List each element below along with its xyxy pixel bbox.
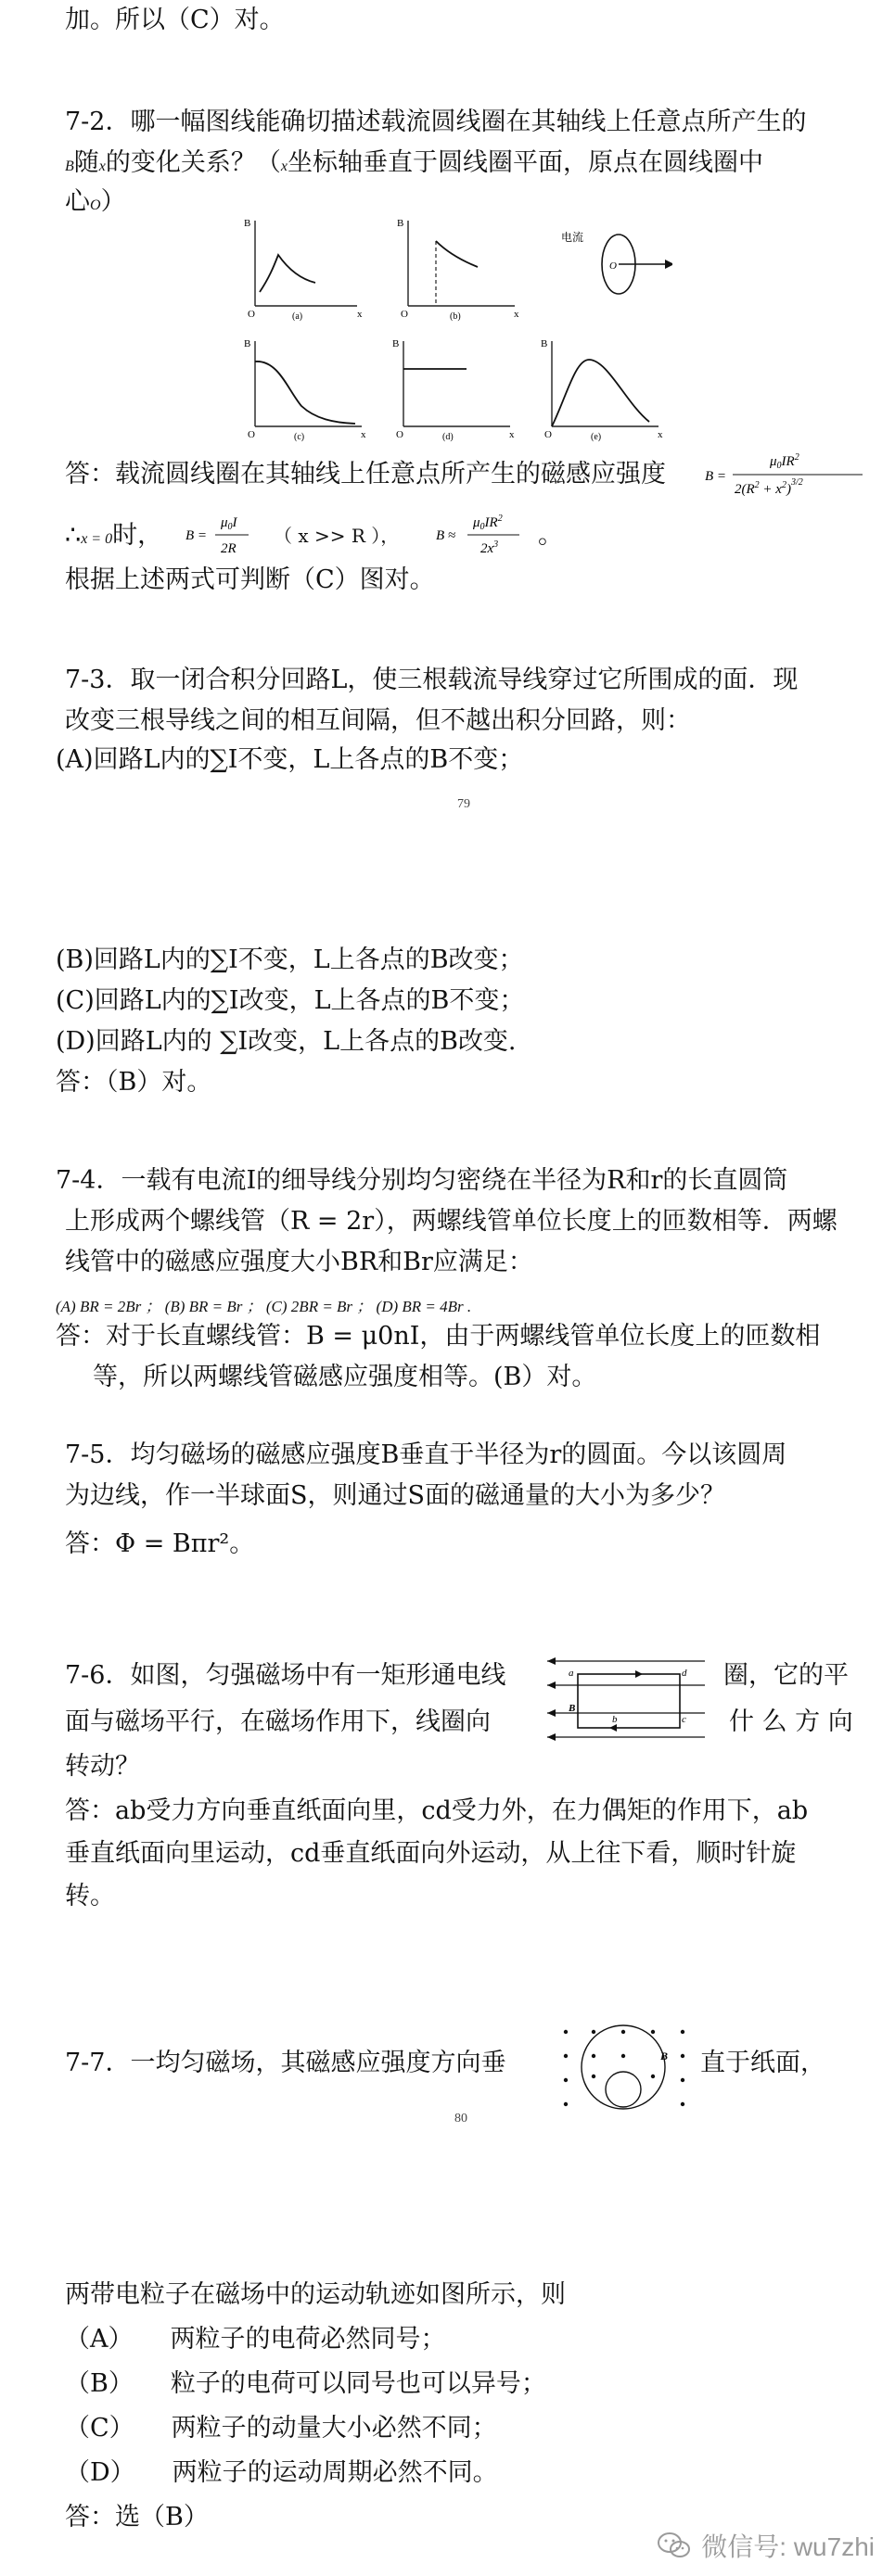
q73-answer: 答：（B）对。 bbox=[56, 1068, 212, 1097]
q77-optD-text: 两粒子的运动周期必然不同。 bbox=[172, 2458, 498, 2487]
q72-text-close: ） bbox=[100, 187, 126, 216]
q75-line2: 为边线，作一半球面S，则通过S面的磁通量的大小为多少？ bbox=[65, 1481, 725, 1510]
q72-cond2: （ x >> R ）， bbox=[274, 525, 400, 547]
graph-b-O: O bbox=[401, 309, 408, 320]
q72-line1 bbox=[65, 106, 806, 139]
coil-label-B: B bbox=[569, 1703, 576, 1714]
q76-answer3: 转。 bbox=[65, 1882, 115, 1910]
graph-a-x: x bbox=[357, 309, 363, 320]
q73-line2: 改变三根导线之间的相互间隔，但不越出积分回路，则： bbox=[65, 706, 691, 735]
coil-label-d: d bbox=[682, 1668, 687, 1679]
q72-var-B: B bbox=[65, 159, 74, 174]
q72-when: 时， bbox=[112, 521, 163, 550]
q73-optionB: (B)回路L内的∑I不变，L上各点的B改变； bbox=[56, 945, 524, 974]
q77-optB-key: （B） bbox=[65, 2369, 134, 2398]
q77-optionA bbox=[65, 2323, 446, 2356]
q77-optionD bbox=[65, 2456, 498, 2490]
q77-line1b: 直于纸面， bbox=[700, 2049, 825, 2077]
q72-formula-x0 bbox=[185, 508, 260, 564]
q72-answer-line bbox=[65, 458, 666, 491]
page-number-80: 80 bbox=[454, 2112, 467, 2126]
svg-text:B =: B = bbox=[185, 528, 208, 543]
graph-c-curve bbox=[255, 362, 355, 424]
q72-graphs-row2 bbox=[237, 334, 672, 445]
q72-text-axis: 坐标轴垂直于圆线圈平面，原点在圆线圈中 bbox=[288, 148, 763, 177]
q73-optionC: (C)回路L内的∑I改变，L上各点的B不变； bbox=[56, 986, 525, 1015]
page-number-79: 79 bbox=[457, 797, 470, 811]
graph-a-label: (a) bbox=[292, 311, 303, 322]
graph-d-label: (d) bbox=[442, 432, 454, 442]
q77-optC-text: 两粒子的动量大小必然不同； bbox=[171, 2414, 497, 2443]
graph-a-B: B bbox=[244, 218, 251, 229]
q76-line1a: 7-6．如图，匀强磁场中有一矩形通电线 bbox=[65, 1661, 506, 1690]
graph-d-O: O bbox=[396, 429, 403, 440]
trajectory-large bbox=[582, 2025, 665, 2109]
wechat-icon bbox=[657, 2532, 692, 2559]
q77-optionB bbox=[65, 2367, 546, 2401]
graph-e-O: O bbox=[544, 429, 552, 440]
q74-answer1: 答：对于长直螺线管：B = μ0nI，由于两螺线管单位长度上的匝数相 bbox=[56, 1322, 821, 1351]
graph-e-x: x bbox=[658, 429, 663, 440]
svg-text:B =: B = bbox=[705, 469, 727, 484]
graph-a bbox=[244, 218, 363, 322]
q76-line2a: 面与磁场平行，在磁场作用下，线圈向 bbox=[65, 1707, 491, 1736]
q72-text-center: 心 bbox=[65, 187, 90, 216]
q76-line2b: 什 么 方 向 bbox=[729, 1707, 853, 1736]
graph-d bbox=[392, 338, 515, 442]
q72-formula-main bbox=[705, 447, 890, 504]
q77-answer: 答：选（B） bbox=[65, 2503, 209, 2532]
q77-optA-text: 两粒子的电荷必然同号； bbox=[170, 2325, 446, 2354]
q72-text-change: 的变化关系？（ bbox=[105, 148, 281, 177]
svg-text:2x3: $2x^3$ bbox=[480, 539, 499, 556]
q75-line1: 7-5．均匀磁场的磁感应强度B垂直于半径为r的圆面。今以该圆周 bbox=[65, 1440, 787, 1469]
q74-options: (A) BR = 2Br ； (B) BR = Br ； (C) 2BR = Br ； (D) BR = 4Br . bbox=[56, 1298, 472, 1315]
q72-period: 。 bbox=[538, 521, 563, 550]
graph-e-curve bbox=[552, 360, 649, 426]
graph-d-B: B bbox=[392, 338, 400, 349]
q73-optionD: (D)回路L内的 ∑I改变，L上各点的B改变. bbox=[56, 1027, 517, 1056]
graph-c-x: x bbox=[361, 429, 366, 440]
q76-line3: 转动？ bbox=[65, 1752, 140, 1781]
wechat-watermark bbox=[657, 2527, 875, 2564]
q74-answer2: 等，所以两螺线管磁感应强度相等。(B）对。 bbox=[93, 1363, 597, 1391]
q72-formula-far bbox=[436, 508, 538, 564]
graph-c-label: (c) bbox=[294, 432, 305, 442]
graph-c-B: B bbox=[244, 338, 251, 349]
coil-label-c: c bbox=[682, 1714, 686, 1725]
q72-answer-line2 bbox=[65, 519, 162, 556]
graph-a-O: O bbox=[248, 309, 255, 320]
graph-b-label: (b) bbox=[450, 311, 461, 322]
graph-c bbox=[244, 338, 366, 442]
q77-optD-key: （D） bbox=[65, 2458, 135, 2487]
graph-e-B: B bbox=[541, 338, 548, 349]
q76-answer2: 垂直纸面向里运动，cd垂直纸面向外运动，从上往下看，顺时针旋 bbox=[65, 1839, 797, 1868]
q72-line2 bbox=[65, 146, 763, 184]
q74-line1: 7-4．一载有电流I的细导线分别均匀密绕在半径为R和r的长直圆筒 bbox=[56, 1166, 788, 1195]
coil-label-b: b bbox=[612, 1714, 618, 1725]
q76-coil-figure bbox=[543, 1648, 714, 1750]
q72-conclusion: 根据上述两式可判断（C）图对。 bbox=[65, 565, 435, 594]
svg-text:μ0IR2: $\mu_0IR^2$ bbox=[770, 452, 799, 471]
q77-optB-text: 粒子的电荷可以同号也可以异号； bbox=[170, 2369, 546, 2398]
graph-e-label: (e) bbox=[591, 432, 602, 442]
q76-line1b: 圈，它的平 bbox=[723, 1661, 849, 1690]
svg-text:2R: 2R bbox=[221, 541, 237, 556]
q77-optC-key: （C） bbox=[65, 2414, 134, 2443]
q75-answer: 答：Φ = Bπr²。 bbox=[65, 1529, 255, 1558]
q72-graphs-row1 bbox=[237, 213, 672, 324]
coil-label-a: a bbox=[569, 1668, 574, 1679]
q72-answer-text: 答：载流圆线圈在其轴线上任意点所产生的磁感应强度 bbox=[65, 460, 666, 489]
q72-x0: x = 0 bbox=[81, 531, 113, 547]
graph-b bbox=[397, 218, 519, 322]
svg-text:μ0IR2: $\mu_0IR^2$ bbox=[473, 514, 503, 532]
graph-a-curve bbox=[260, 255, 315, 292]
graph-c-O: O bbox=[248, 429, 255, 440]
svg-text:μ0I: $\mu_0I$ bbox=[221, 515, 237, 532]
loop-O: O bbox=[609, 260, 617, 272]
q77-line2: 两带电粒子在磁场中的运动轨迹如图所示，则 bbox=[65, 2280, 566, 2309]
q74-line2: 上形成两个螺线管（R = 2r），两螺线管单位长度上的匝数相等．两螺 bbox=[65, 1207, 837, 1236]
q72-text-sui: 随 bbox=[73, 148, 99, 177]
graph-b-B: B bbox=[397, 218, 404, 229]
q77-optA-key: （A） bbox=[65, 2325, 134, 2354]
q77-optionC bbox=[65, 2412, 497, 2445]
q72-line1-text: 哪一幅图线能确切描述载流圆线圈在其轴线上任意点所产生的 bbox=[130, 108, 807, 136]
q73-optionA: (A)回路L内的∑I不变，L上各点的B不变； bbox=[56, 745, 524, 774]
graph-e bbox=[541, 338, 663, 442]
svg-text:B ≈: B ≈ bbox=[436, 528, 456, 543]
field-label-B: B bbox=[660, 2049, 669, 2062]
graph-b-x: x bbox=[514, 309, 519, 320]
q72-therefore: ∴ bbox=[65, 521, 82, 550]
q77-field-figure bbox=[556, 2021, 696, 2113]
current-label: 电流 bbox=[561, 231, 584, 244]
graph-b-curve bbox=[436, 241, 478, 267]
watermark-text: 微信号: wu7zhi bbox=[701, 2532, 875, 2561]
graph-d-x: x bbox=[509, 429, 515, 440]
current-loop-figure bbox=[561, 230, 672, 294]
q72-line3 bbox=[65, 185, 126, 222]
q72-var-O: O bbox=[90, 197, 101, 213]
q72-number: 7-2． bbox=[65, 108, 131, 136]
q76-answer1: 答：ab受力方向垂直纸面向里，cd受力外，在力偶矩的作用下，ab bbox=[65, 1796, 809, 1825]
q77-line1a: 7-7．一均匀磁场，其磁感应强度方向垂 bbox=[65, 2049, 506, 2077]
q72-var-x: x bbox=[98, 159, 106, 174]
q74-line3: 线管中的磁感应强度大小BR和Br应满足： bbox=[65, 1248, 533, 1276]
intro-line: 加。所以（C）对。 bbox=[65, 6, 285, 34]
q73-line1: 7-3．取一闭合积分回路L，使三根载流导线穿过它所围成的面．现 bbox=[65, 666, 799, 694]
svg-text:2(R2 + x2)3/2: $2(R^2 + x^2)^{3/2}$ bbox=[735, 477, 803, 497]
q72-var-x2: x bbox=[280, 159, 288, 174]
coil-rectangle bbox=[578, 1674, 680, 1728]
trajectory-small bbox=[606, 2072, 641, 2107]
